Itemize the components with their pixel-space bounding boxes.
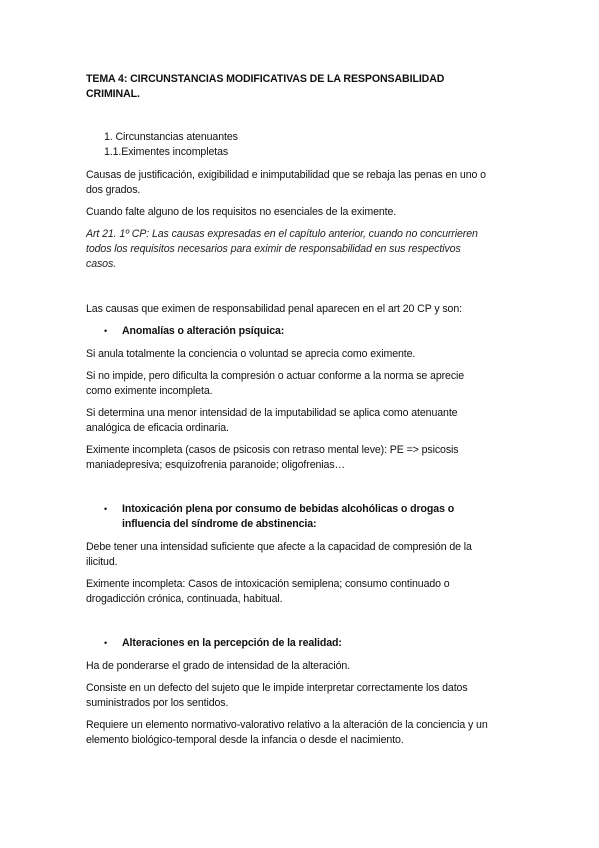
list-item-1-1: 1.1.Eximentes incompletas	[104, 146, 229, 158]
bullet-icon: •	[104, 326, 108, 336]
section-2-p2-line1: Eximente incompleta: Casos de intoxicación semiplena; consumo continuado o	[86, 578, 450, 590]
section-1-p2-line2: como eximente incompleta.	[86, 385, 213, 397]
section-3-p2-line2: suministrados por los sentidos.	[86, 697, 229, 709]
section-1-p3-line1: Si determina una menor intensidad de la imputabilidad se aplica como atenuante	[86, 407, 458, 419]
paragraph-2: Cuando falte alguno de los requisitos no esenciales de la eximente.	[86, 206, 397, 218]
section-2-heading-line1: Intoxicación plena por consumo de bebidas alcohólicas o drogas o	[122, 503, 455, 515]
paragraph-1-line2: dos grados.	[86, 184, 141, 196]
bullet-icon: •	[104, 638, 108, 648]
section-3-p3-line1: Requiere un elemento normativo-valorativo relativo a la alteración de la conciencia y un	[86, 719, 488, 731]
bullet-icon: •	[104, 504, 108, 514]
section-3-heading: Alteraciones en la percepción de la realidad:	[122, 637, 342, 649]
section-1-p3-line2: analógica de eficacia ordinaria.	[86, 422, 229, 434]
article-quote-line1: Art 21. 1º CP: Las causas expresadas en el capítulo anterior, cuando no concurrieren	[86, 228, 478, 240]
list-item-1: 1. Circunstancias atenuantes	[104, 131, 238, 143]
section-1-p4-line1: Eximente incompleta (casos de psicosis con retraso mental leve): PE => psicosis	[86, 444, 459, 456]
intro-paragraph: Las causas que eximen de responsabilidad penal aparecen en el art 20 CP y son:	[86, 303, 462, 315]
section-1-p2-line1: Si no impide, pero dificulta la compresión o actuar conforme a la norma se aprecie	[86, 370, 465, 382]
doc-title-line2: CRIMINAL.	[86, 88, 140, 100]
section-2-p1-line1: Debe tener una intensidad suficiente que afecte a la capacidad de compresión de la	[86, 541, 472, 553]
section-3-p3-line2: elemento biológico-temporal desde la infancia o desde el nacimiento.	[86, 734, 404, 746]
section-2-p2-line2: drogadicción crónica, continuada, habitual.	[86, 593, 283, 605]
paragraph-1-line1: Causas de justificación, exigibilidad e inimputabilidad que se rebaja las penas en uno o	[86, 169, 486, 181]
section-2-p1-line2: ilicitud.	[86, 556, 118, 568]
article-quote-line2: todos los requisitos necesarios para eximir de responsabilidad en sus respectivos	[86, 243, 461, 255]
section-1-p4-line2: maniadepresiva; esquizofrenia paranoide; oligofrenias…	[86, 459, 346, 471]
section-1-heading: Anomalías o alteración psíquica:	[122, 325, 285, 337]
doc-title-line1: TEMA 4: CIRCUNSTANCIAS MODIFICATIVAS DE LA RESPONSABILIDAD	[86, 73, 445, 85]
section-3-p1: Ha de ponderarse el grado de intensidad de la alteración.	[86, 660, 351, 672]
article-quote-line3: casos.	[86, 258, 117, 270]
section-2-heading-line2: influencia del síndrome de abstinencia:	[122, 518, 317, 530]
section-3-p2-line1: Consiste en un defecto del sujeto que le impide interpretar correctamente los datos	[86, 682, 468, 694]
section-1-p1: Si anula totalmente la conciencia o voluntad se aprecia como eximente.	[86, 348, 416, 360]
